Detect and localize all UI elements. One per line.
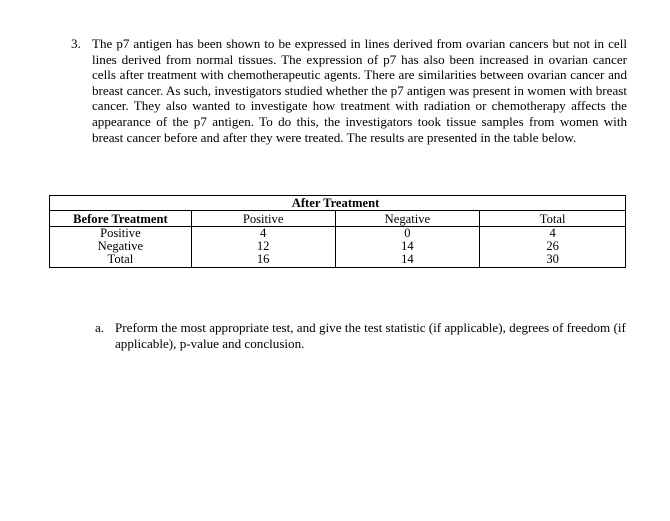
table-cell: 26 xyxy=(480,240,626,253)
question-3 xyxy=(71,36,627,145)
table-row xyxy=(50,240,626,253)
table-row xyxy=(50,253,626,268)
before-treatment-header: Before Treatment xyxy=(50,211,192,227)
table-cell: 12 xyxy=(191,240,335,253)
table-cell: 16 xyxy=(191,253,335,268)
table-cell: 4 xyxy=(480,227,626,241)
table-cell: 14 xyxy=(335,253,480,268)
table-cell: 14 xyxy=(335,240,480,253)
table-cell: 0 xyxy=(335,227,480,241)
after-treatment-header: After Treatment xyxy=(191,196,479,211)
subquestion-text: Preform the most appropriate test, and give the test statistic (if applicable), degrees of freedom (if applicable), p-value and conclusion. xyxy=(115,320,626,351)
contingency-table xyxy=(49,195,626,268)
row-label-negative: Negative xyxy=(50,240,192,253)
row-label-positive: Positive xyxy=(50,227,192,241)
table-cell: 30 xyxy=(480,253,626,268)
table-row xyxy=(50,227,626,241)
question-text: The p7 antigen has been shown to be expressed in lines derived from ovarian cancers but not in cell lines derived from normal tissues. The expression of p7 has also been increased in ovarian cancer cells after treatment with chemotherapeutic agents. There are similarities between ovarian cancer and breast cancer. As such, investigators studied whether the p7 antigen was present in women with breast cancer. They also wanted to investigate how treatment with radiation or chemotherapy affects the appearance of the p7 antigen. To do this, the investigators took tissue samples from women with breast cancer before and after they were treated. The results are presented in the table below. xyxy=(92,36,627,145)
table-cell: 4 xyxy=(191,227,335,241)
subquestion-a xyxy=(95,320,635,351)
col-header-total: Total xyxy=(480,211,626,227)
col-header-negative: Negative xyxy=(335,211,480,227)
question-number: 3. xyxy=(71,36,81,51)
row-label-total: Total xyxy=(50,253,192,268)
subquestion-letter: a. xyxy=(95,320,105,335)
col-header-positive: Positive xyxy=(191,211,335,227)
